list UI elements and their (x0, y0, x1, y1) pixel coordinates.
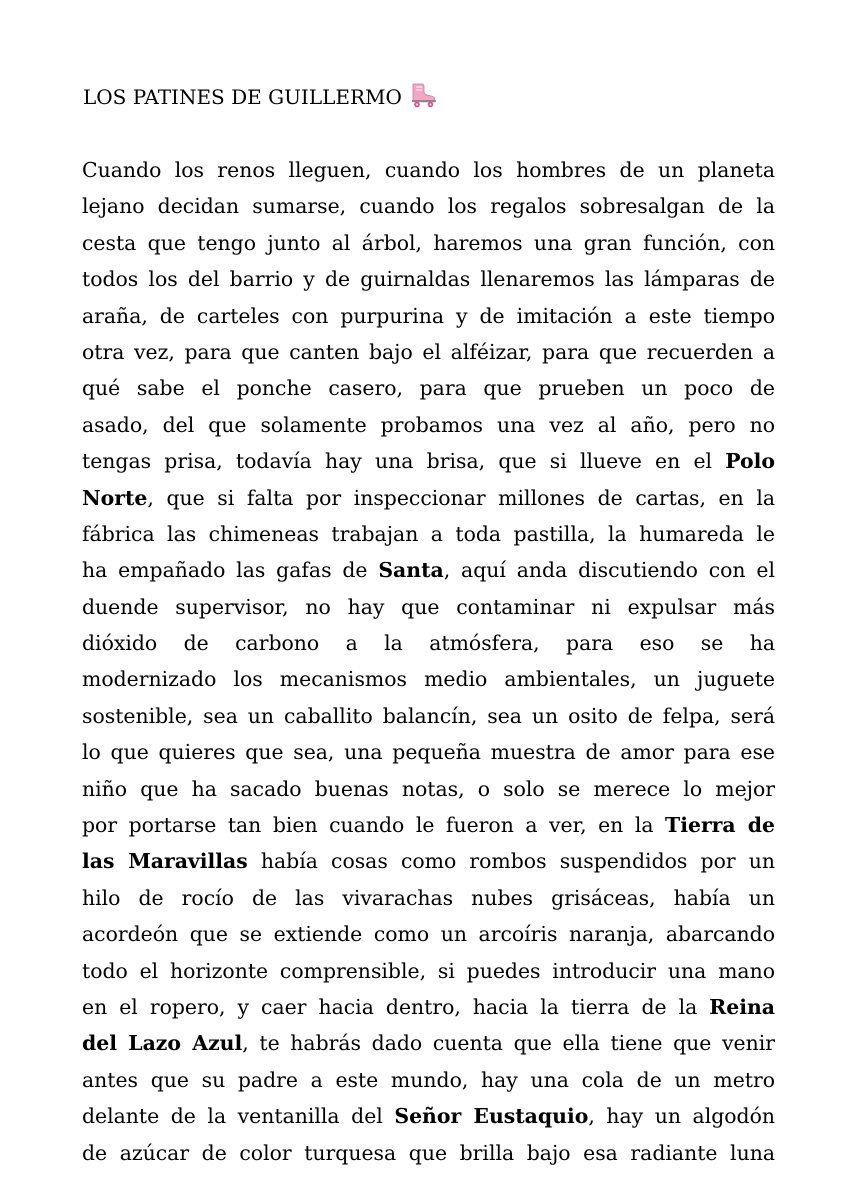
text-segment: , te habrás dado cuenta que ella tiene que venir (242, 1031, 776, 1056)
text-segment: , hay un algodón (588, 1104, 776, 1129)
text-segment: otra vez, para que canten bajo el alféizar, para que recuerden a (82, 339, 775, 364)
text-segment: en el ropero, y caer hacia dentro, hacia la tierra de la (82, 994, 710, 1019)
text-segment: todo el horizonte comprensible, si puedes introducir una mano (82, 958, 775, 983)
text-segment: antes que su padre a este mundo, hay una cola de un metro (82, 1067, 775, 1092)
text-segment: cesta que tengo junto al árbol, haremos una gran función, con (82, 230, 775, 255)
bold-text-segment: Santa (378, 558, 444, 583)
text-segment: de azúcar de color turquesa que brilla bajo esa radiante luna (82, 1140, 775, 1165)
text-segment: , que si falta por inspeccionar millones de cartas, en la (147, 485, 775, 510)
text-segment: araña, de carteles con purpurina y de imitación a este tiempo (82, 303, 775, 328)
text-line (82, 661, 775, 697)
bold-text-segment: Tierra de (665, 813, 776, 838)
text-line (82, 1135, 775, 1171)
text-segment: fábrica las chimeneas trabajan a toda pastilla, la humareda le (82, 521, 775, 546)
text-segment: modernizado los mecanismos medio ambientales, un juguete (82, 667, 775, 692)
text-segment: duende supervisor, no hay que contaminar ni expulsar más (82, 594, 775, 619)
text-line (82, 698, 775, 734)
text-segment: , aquí anda discutiendo con el (443, 558, 775, 583)
text-line (82, 443, 775, 479)
text-line (82, 916, 775, 952)
text-line (82, 807, 775, 843)
text-line (82, 516, 775, 552)
bold-text-segment: del Lazo Azul (82, 1031, 243, 1056)
bold-text-segment: Reina (709, 994, 775, 1019)
text-segment: acordeón que se extiende como un arcoíris naranja, abarcando (82, 922, 775, 947)
text-segment: todos los del barrio y de guirnaldas llenaremos las lámparas de (82, 267, 775, 292)
text-segment: qué sabe el ponche casero, para que prueben un poco de (82, 376, 775, 401)
text-line (82, 261, 775, 297)
bold-text-segment: las Maravillas (82, 849, 248, 874)
text-line (82, 188, 775, 224)
text-line (82, 589, 775, 625)
roller-skate-icon (407, 82, 439, 108)
text-line (82, 734, 775, 770)
text-line (82, 152, 775, 188)
text-line (82, 1062, 775, 1098)
text-segment: sostenible, sea un caballito balancín, sea un osito de felpa, será (82, 703, 775, 728)
text-segment: Cuando los renos lleguen, cuando los hombres de un planeta (82, 158, 775, 182)
document-body (82, 152, 775, 1171)
text-line (82, 370, 775, 406)
text-segment: niño que ha sacado buenas notas, o solo se merece lo mejor (82, 776, 775, 801)
text-line (82, 1098, 775, 1134)
text-segment: por portarse tan bien cuando le fueron a ver, en la (82, 813, 666, 838)
text-line (82, 552, 775, 588)
text-segment: lo que quieres que sea, una pequeña muestra de amor para ese (82, 740, 775, 765)
text-segment: hilo de rocío de las vivarachas nubes grisáceas, había un (82, 885, 775, 910)
text-line (82, 880, 775, 916)
text-line (82, 480, 775, 516)
text-line (82, 953, 775, 989)
text-line (82, 625, 775, 661)
title-text: LOS PATINES DE GUILLERMO (83, 85, 402, 109)
bold-text-segment: Norte (82, 485, 148, 510)
text-segment: lejano decidan sumarse, cuando los regalos sobresalgan de la (82, 194, 775, 219)
text-line (82, 334, 775, 370)
text-segment: ha empañado las gafas de (82, 558, 379, 583)
text-segment: asado, del que solamente probamos una vez al año, pero no (82, 412, 775, 437)
text-line (82, 843, 775, 879)
text-line (82, 225, 775, 261)
bold-text-segment: Señor Eustaquio (394, 1104, 589, 1129)
document-title (83, 82, 439, 111)
text-segment: dióxido de carbono a la atmósfera, para eso se ha (82, 631, 775, 656)
text-line (82, 1025, 775, 1061)
text-segment: delante de la ventanilla del (82, 1104, 395, 1129)
bold-text-segment: Polo (725, 449, 775, 474)
text-line (82, 989, 775, 1025)
text-line (82, 407, 775, 443)
text-segment: había cosas como rombos suspendidos por un (247, 849, 775, 874)
text-segment: tengas prisa, todavía hay una brisa, que si llueve en el (82, 449, 726, 474)
text-line (82, 771, 775, 807)
text-line (82, 298, 775, 334)
